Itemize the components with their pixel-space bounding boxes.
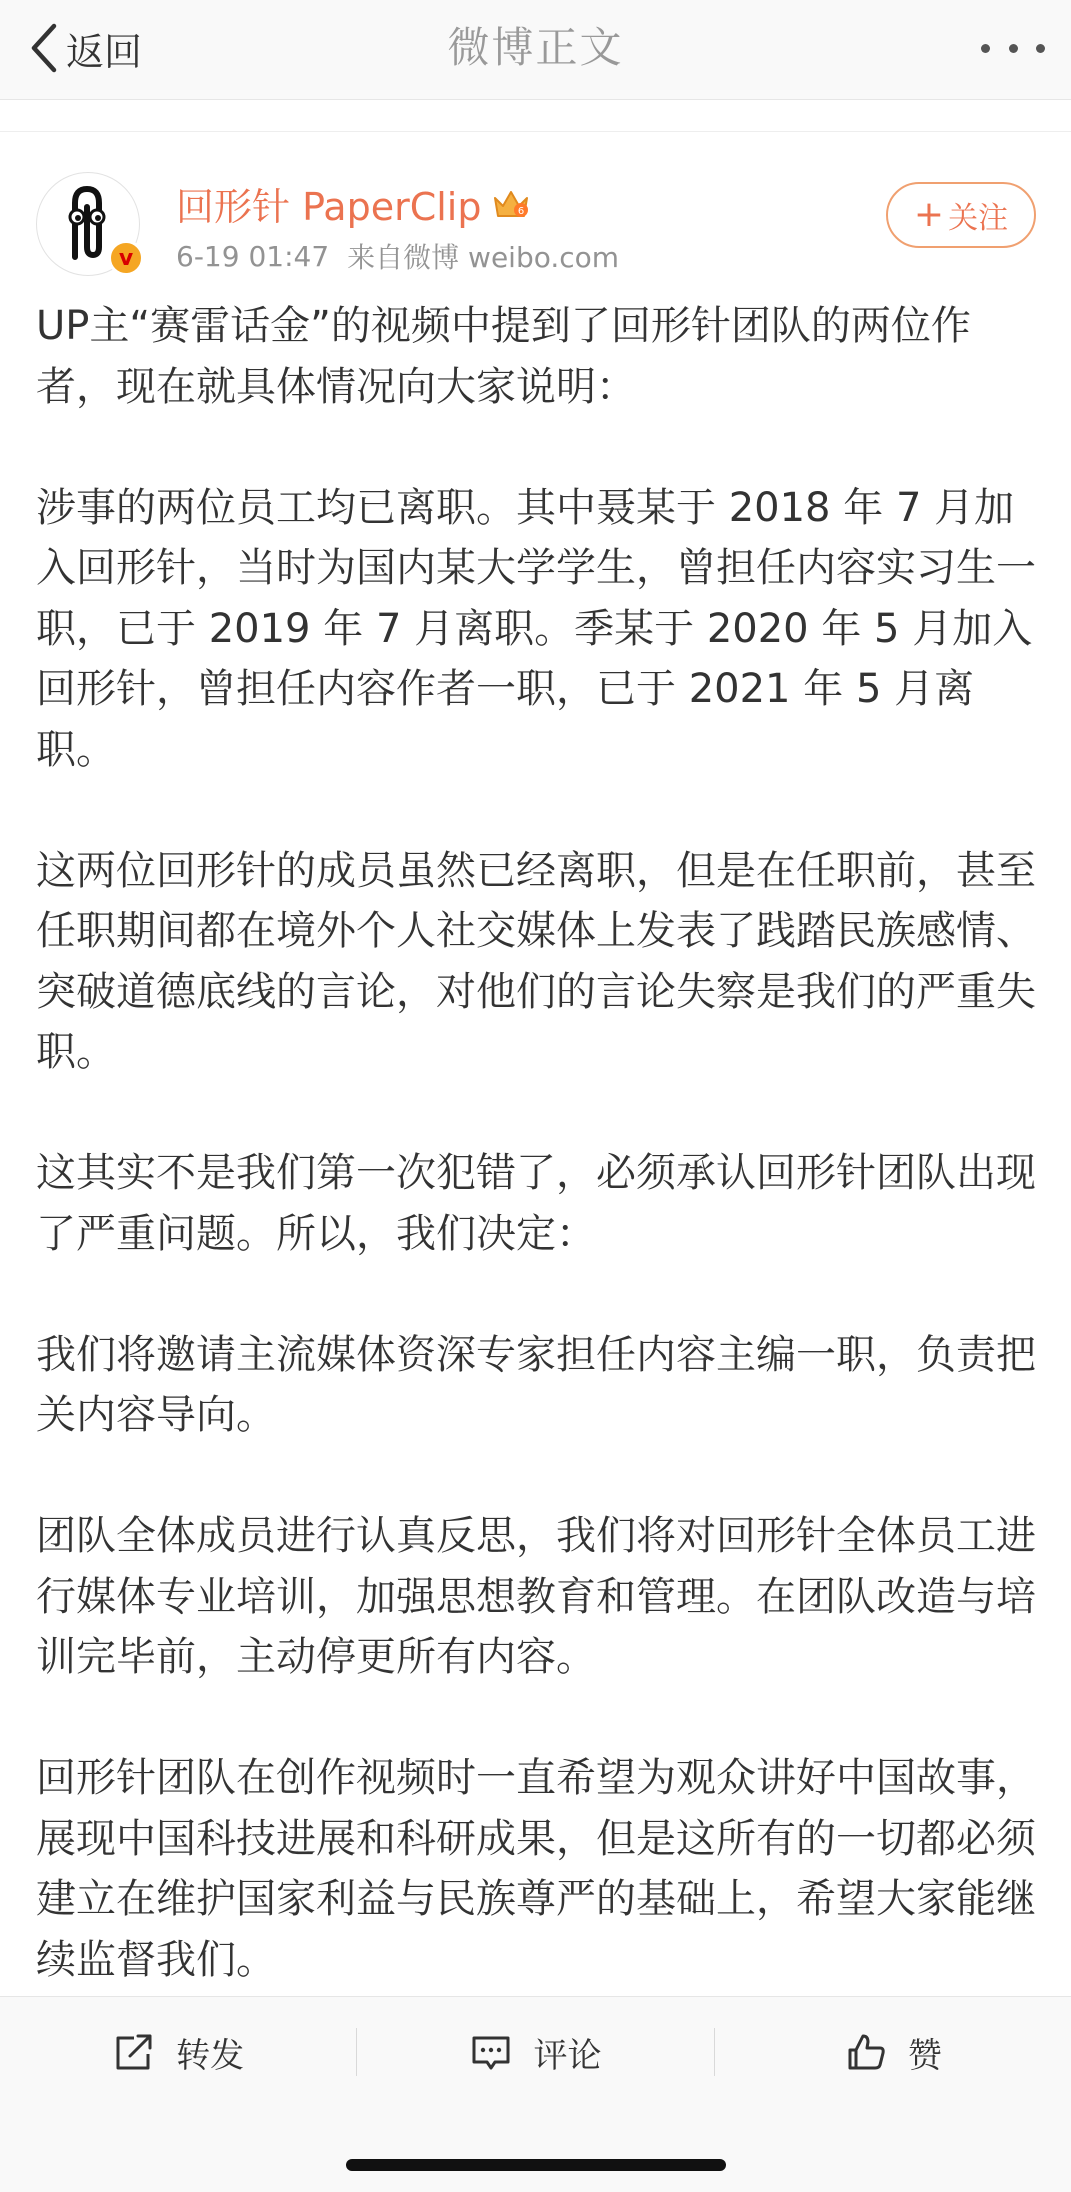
like-button[interactable] (715, 1997, 1071, 2107)
thumbs-up-icon (844, 2030, 888, 2074)
share-arrow-icon (112, 2030, 156, 2074)
vip-crown-icon (491, 186, 531, 220)
action-bar (0, 1996, 1071, 2192)
repost-label: 转发 (176, 2035, 245, 2076)
author-name-text: 回形针 PaperClip (176, 184, 482, 229)
follow-button[interactable] (886, 182, 1036, 248)
post-body (36, 296, 1036, 1990)
nav-bar (0, 0, 1071, 100)
comment-label: 评论 (533, 2035, 602, 2076)
post-meta (176, 236, 619, 276)
header-divider (0, 100, 1071, 132)
more-dots-icon (981, 44, 990, 53)
post-paragraph: 团队全体成员进行认真反思，我们将对回形针全体员工进行媒体专业培训，加强思想教育和管理。在团队改造与培训完毕前，主动停更所有内容。 (36, 1513, 1036, 1680)
page-title: 微博正文 (447, 23, 624, 72)
post-paragraph: 这其实不是我们第一次犯错了，必须承认回形针团队出现了严重问题。所以，我们决定： (36, 1150, 1036, 1257)
svg-text:6: 6 (518, 206, 525, 217)
post-source: 来自微博 weibo.com (347, 241, 620, 274)
post-paragraph: UP主“赛雷话金”的视频中提到了回形针团队的两位作者，现在就具体情况向大家说明： (36, 303, 971, 410)
post-paragraph: 回形针团队在创作视频时一直希望为观众讲好中国故事，展现中国科技进展和科研成果，但是这所有的一切都必须建立在维护国家利益与民族尊严的基础上，希望大家能继续监督我们。 (36, 1755, 1036, 1983)
back-label: 返回 (66, 29, 143, 74)
post-paragraph: 涉事的两位员工均已离职。其中聂某于 2018 年 7 月加入回形针，当时为国内某大学学生，曾担任内容实习生一职，已于 2019 年 7 月离职。季某于 2020 年 5 月加入回形针，曾担任内容作者一职，已于 2021 年 5 月离职。 (36, 484, 1036, 773)
comment-button[interactable] (357, 1997, 713, 2107)
repost-button[interactable] (0, 1997, 356, 2107)
verified-badge-icon: v (108, 240, 144, 276)
action-row (0, 1997, 1071, 2107)
more-button[interactable] (981, 30, 1045, 66)
post-time: 6-19 01:47 (176, 239, 330, 273)
follow-label: 关注 (948, 201, 1009, 236)
plus-icon: + (913, 194, 945, 235)
home-indicator[interactable] (346, 2159, 726, 2171)
post-paragraph: 我们将邀请主流媒体资深专家担任内容主编一职，负责把关内容导向。 (36, 1331, 1036, 1438)
like-label: 赞 (907, 2035, 942, 2076)
post-paragraph: 这两位回形针的成员虽然已经离职，但是在任职前，甚至任职期间都在境外个人社交媒体上发表了践踏民族感情、突破道德底线的言论，对他们的言论失察是我们的严重失职。 (36, 847, 1036, 1075)
author-name[interactable] (176, 178, 531, 228)
comment-bubble-icon (469, 2030, 513, 2074)
